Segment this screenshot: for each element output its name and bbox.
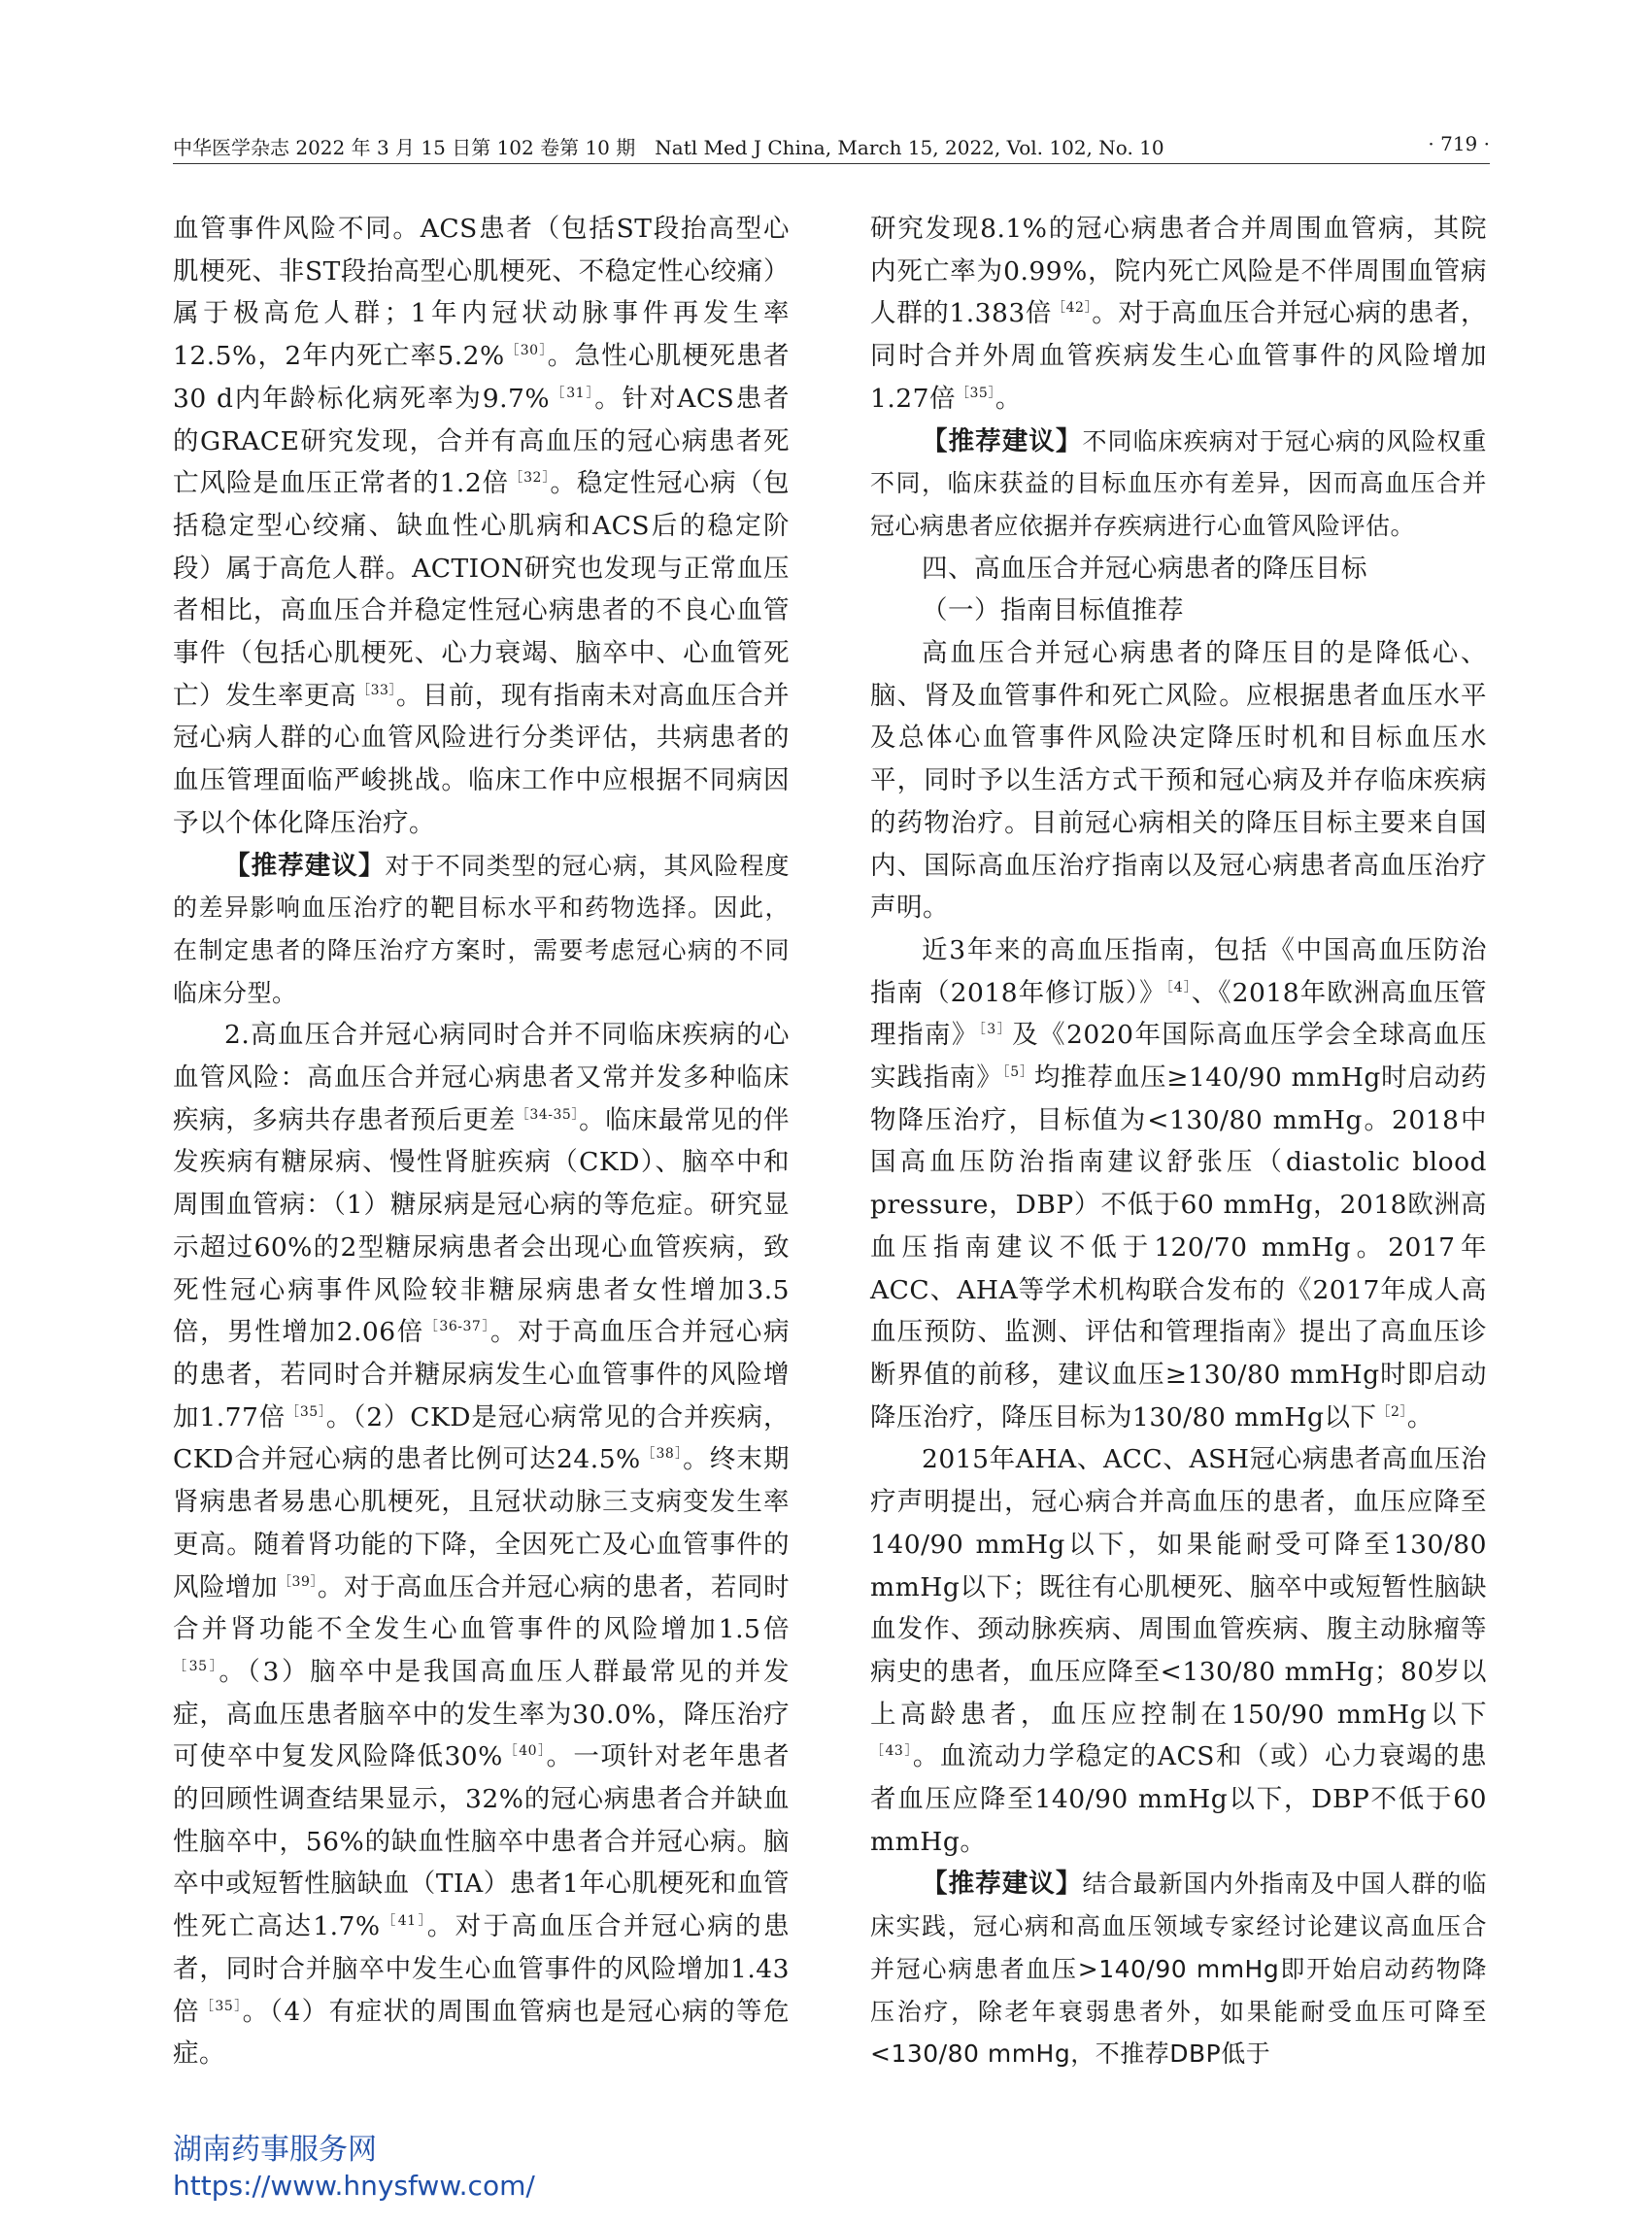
right-column — [870, 208, 1487, 2075]
citation: ［43］ — [870, 1743, 913, 1760]
recommendation-2: 【推荐建议】不同临床疾病对于冠心病的风险权重不同，临床获益的目标血压亦有差异，因而高血压合并冠心病患者应依据并存疾病进行心血管风险评估。 — [870, 425, 1487, 540]
paragraph-guidelines: 近3年来的高血压指南，包括《中国高血压防治指南（2018年修订版）》$^{[4]}$、《2018年欧洲高血压管理指南》$^{[3]}$及《2020年国际高血压学会全球高血压实践指南》$^{[5]}$均推荐血压≥140/90 mmHg时启动药物降压治疗，目标值为<130/80 mmHg。2018中国高血压防治指南建议舒张压（diastolic blood pressure，DBP）不低于60 mmHg，2018欧洲高血压指南建议不低于120/70 mmHg。2017年ACC、AHA等学术机构联合发布的《2017年成人高血压预防、监测、评估和管理指南》提出了高血压诊断界值的前移，建议血压≥130/80 mmHg时即启动降压治疗，降压目标为130/80 mmHg以下$^{[2]}$。 — [870, 934, 1487, 1433]
paragraph-aha-statement: 2015年AHA、ACC、ASH冠心病患者高血压治疗声明提出，冠心病合并高血压的患者，血压应降至140/90 mmHg以下，如果能耐受可降至130/80 mmHg以下；既往有心肌梗死、脑卒中或短暂性脑缺血发作、颈动脉疾病、周围血管疾病、腹主动脉瘤等病史的患者，血压应降至<130/80 mmHg；80岁以上高龄患者，血压应控制在150/90 mmHg以下$^{[43]}$。血流动力学稳定的ACS和（或）心力衰竭的患者血压应降至140/90 mmHg以下，DBP不低于60 mmHg。 — [870, 1444, 1487, 1857]
citation: ［30］ — [504, 343, 548, 359]
paragraph-comorbidities: 2.高血压合并冠心病同时合并不同临床疾病的心血管风险：高血压合并冠心病患者又常并发多种临床疾病，多病共存患者预后更差$^{[34-35]}$。临床最常见的伴发疾病有糖尿病、慢性肾脏疾病（CKD）、脑卒中和周围血管病：（1）糖尿病是冠心病的等危症。研究显示超过60%的2型糖尿病患者会出现心血管疾病，致死性冠心病事件风险较非糖尿病患者女性增加3.5倍，男性增加2.06倍$^{[36-37]}$。对于高血压合并冠心病的患者，若同时合并糖尿病发生心血管事件的风险增加1.77倍$^{[35]}$。（2）CKD是冠心病常见的合并疾病，CKD合并冠心病的患者比例可达24.5%$^{[38]}$。终末期肾病患者易患心肌梗死，且冠状动脉三支病变发生率更高。随着肾功能的下降，全因死亡及心血管事件的风险增加$^{[39]}$。对于高血压合并冠心病的患者，若同时合并肾功能不全发生心血管事件的风险增加1.5倍$^{[35]}$。（3）脑卒中是我国高血压人群最常见的并发症，高血压患者脑卒中的发生率为30.0%，降压治疗可使卒中复发风险降低30%$^{[40]}$。一项针对老年患者的回顾性调查结果显示，32%的冠心病患者合并缺血性脑卒中，56%的缺血性脑卒中患者合并冠心病。脑卒中或短暂性脑缺血（TIA）患者1年心肌梗死和血管性死亡高达1.7%$^{[41]}$。对于高血压合并冠心病的患者，同时合并脑卒中发生心血管事件的风险增加1.43倍$^{[35]}$。（4）有症状的周围血管病也是冠心病的等危症。 — [173, 1020, 791, 2070]
citation: ［3］ — [978, 1022, 1013, 1038]
recommendation-3: 【推荐建议】结合最新国内外指南及中国人群的临床实践，冠心病和高血压领域专家经讨论建议高血压合并冠心病患者血压>140/90 mmHg即开始启动药物降压治疗，除老年衰弱患者外，如果能耐受血压可降至<130/80 mmHg，不推荐DBP低于 — [870, 1869, 1487, 2069]
running-header — [173, 132, 1490, 171]
citation: ［35］ — [286, 1403, 326, 1420]
citation: ［33］ — [356, 682, 396, 698]
paragraph-bp-target-goal: 高血压合并冠心病患者的降压目的是降低心、脑、肾及血管事件和死亡风险。应根据患者血压水平及总体心血管事件风险决定降压时机和目标血压水平，同时予以生活方式干预和冠心病及并存临床疾病的药物治疗。目前冠心病相关的降压目标主要来自国内、国际高血压治疗指南以及冠心病患者高血压治疗声明。 — [870, 638, 1487, 924]
watermark-url-link[interactable]: https://www.hnysfww.com/ — [173, 2170, 535, 2202]
citation: ［31］ — [550, 385, 595, 401]
citation: ［36-37］ — [423, 1319, 490, 1335]
citation: ［32］ — [509, 470, 551, 487]
citation: ［39］ — [278, 1573, 318, 1590]
recommendation-label: 【推荐建议】 — [922, 1869, 1083, 1900]
citation: ［35］ — [199, 1998, 243, 2014]
paragraph-acs-risk: 血管事件风险不同。ACS患者（包括ST段抬高型心肌梗死、非ST段抬高型心肌梗死、不稳定性心绞痛）属于极高危人群；1年内冠状动脉事件再发生率12.5%，2年内死亡率5.2%$^{[30]}$。急性心肌梗死患者30 d内年龄标化病死率为9.7%$^{[31]}$。针对ACS患者的GRACE研究发现，合并有高血压的冠心病患者死亡风险是血压正常者的1.2倍$^{[32]}$。稳定性冠心病（包括稳定型心绞痛、缺血性心肌病和ACS后的稳定阶段）属于高危人群。ACTION研究也发现与正常血压者相比，高血压合并稳定性冠心病患者的不良心血管事件（包括心肌梗死、心力衰竭、脑卒中、心血管死亡）发生率更高$^{[33]}$。目前，现有指南未对高血压合并冠心病人群的心血管风险进行分类评估，共病患者的血压管理面临严峻挑战。临床工作中应根据不同病因予以个体化降压治疗。 — [173, 214, 791, 838]
citation: ［35］ — [173, 1659, 219, 1675]
citation: ［42］ — [1052, 300, 1093, 317]
citation: ［38］ — [640, 1446, 684, 1463]
page-number: · 719 · — [1428, 132, 1490, 155]
recommendation-label: 【推荐建议】 — [224, 850, 386, 881]
paragraph-peripheral-vascular: 研究发现8.1%的冠心病患者合并周围血管病，其院内死亡率为0.99%，院内死亡风险是不伴周围血管病人群的1.383倍$^{[42]}$。对于高血压合并冠心病的患者，同时合并外周血管疾病发生心血管事件的风险增加1.27倍$^{[35]}$。 — [870, 214, 1487, 414]
citation: ［41］ — [380, 1913, 427, 1930]
citation: ［2］ — [1376, 1403, 1407, 1420]
header-rule — [173, 163, 1490, 164]
citation: ［4］ — [1165, 979, 1192, 995]
citation: ［40］ — [502, 1743, 547, 1760]
recommendation-1: 【推荐建议】对于不同类型的冠心病，其风险程度的差异影响血压治疗的靶目标水平和药物选择。因此，在制定患者的降压治疗方案时，需要考虑冠心病的不同临床分型。 — [173, 850, 790, 1007]
watermark-site-name: 湖南药事服务网 — [173, 2133, 377, 2167]
subsection-heading: （一）指南目标值推荐 — [922, 595, 1184, 626]
section-heading: 四、高血压合并冠心病患者的降压目标 — [922, 553, 1367, 584]
watermark — [173, 2132, 535, 2204]
citation: ［34-35］ — [515, 1106, 580, 1123]
citation: ［5］ — [1002, 1064, 1034, 1081]
citation: ［35］ — [956, 385, 995, 401]
journal-citation: 中华医学杂志 2022 年 3 月 15 日第 102 卷第 10 期 Natl Med J China, March 15, 2022, Vol. 102, No. 10 — [173, 136, 1164, 159]
recommendation-label: 【推荐建议】 — [922, 425, 1083, 456]
left-column — [173, 208, 790, 2075]
